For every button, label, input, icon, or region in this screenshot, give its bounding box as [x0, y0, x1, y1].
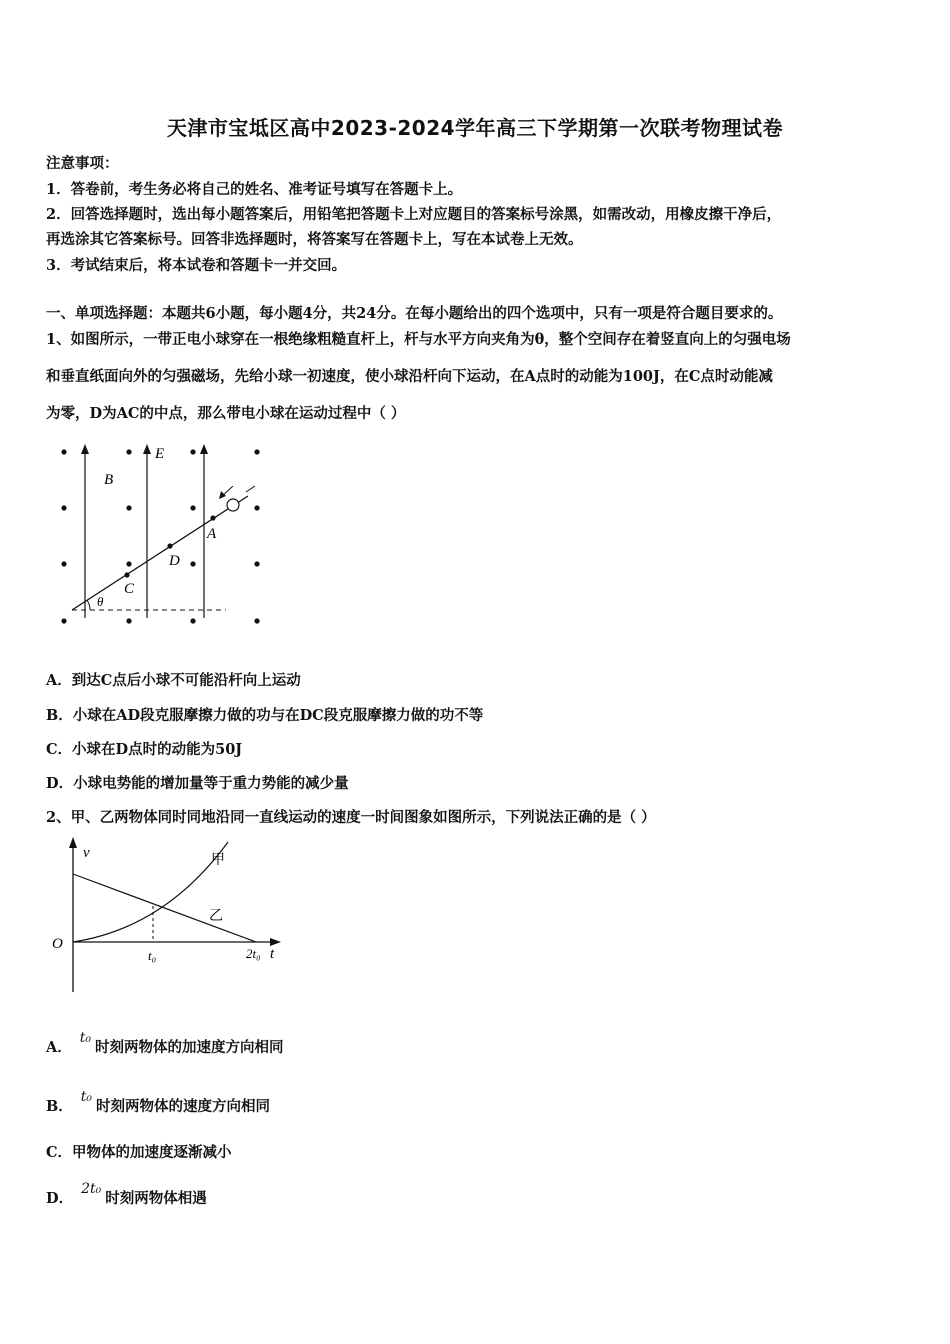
line-yi	[73, 874, 256, 942]
q2-option-a-label: A．	[46, 1039, 72, 1056]
notes-heading: 注意事项：	[46, 155, 119, 172]
q2-option-c-label: C．	[46, 1144, 73, 1161]
insulating-rod	[72, 496, 248, 610]
q2-option-b-label: B．	[46, 1098, 73, 1115]
page-title: 天津市宝坻区高中2023-2024学年高三下学期第一次联考物理试卷	[166, 116, 784, 140]
q2-option-c[interactable]	[46, 1141, 232, 1162]
q2-option-a-math: t₀	[79, 1030, 92, 1046]
q2-option-b-text: 时刻两物体的速度方向相同	[96, 1098, 271, 1115]
q1-option-c[interactable]: C．小球在D点时的动能为50J	[46, 741, 243, 758]
q2-option-d[interactable]	[46, 1181, 207, 1208]
label-O: O	[52, 936, 63, 952]
charged-ball	[227, 499, 239, 511]
label-theta: θ	[97, 594, 104, 609]
q2-figure	[45, 834, 295, 999]
curve-jia	[73, 842, 228, 942]
note-2-cont: 再选涂其它答案标号。回答非选择题时，将答案写在答题卡上，写在本试卷上无效。	[46, 231, 583, 248]
point-A	[210, 515, 215, 520]
q2-option-c-text: 甲物体的加速度逐渐减小	[72, 1144, 232, 1161]
q2-option-b[interactable]	[46, 1089, 271, 1116]
q1-option-b[interactable]: B．小球在AD段克服摩擦力做的功与在DC段克服摩擦力做的功不等	[46, 707, 484, 724]
q1-option-d[interactable]: D．小球电势能的增加量等于重力势能的减少量	[46, 775, 349, 792]
label-yi: 乙	[209, 909, 223, 924]
field-arrowheads	[81, 444, 208, 454]
note-1: 1．答卷前，考生务必将自己的姓名、准考证号填写在答题卡上。	[46, 181, 463, 198]
q2-option-d-math: 2t₀	[81, 1181, 102, 1197]
label-A: A	[207, 526, 217, 542]
q2-option-d-label: D．	[46, 1190, 74, 1207]
electric-field-lines	[85, 450, 204, 618]
theta-arc	[87, 600, 90, 610]
q1-line-1: 1、如图所示，一带正电小球穿在一根绝缘粗糙直杆上，杆与水平方向夹角为θ，整个空间存在着竖直向上的匀强电场	[46, 331, 791, 348]
label-E: E	[155, 446, 165, 462]
label-v: v	[83, 845, 90, 861]
point-D	[167, 543, 172, 548]
q1-option-a[interactable]: A．到达C点后小球不可能沿杆向上运动	[46, 672, 301, 689]
q1-figure	[50, 438, 280, 638]
label-D: D	[169, 553, 180, 569]
q2-option-a-text: 时刻两物体的加速度方向相同	[95, 1039, 284, 1056]
point-C	[124, 572, 129, 577]
q2-option-b-math: t₀	[80, 1089, 93, 1105]
note-2: 2．回答选择题时，选出每小题答案后，用铅笔把答题卡上对应题目的答案标号涂黑，如需改动，用橡皮擦干净后，	[46, 206, 782, 223]
label-B: B	[104, 472, 114, 488]
label-C: C	[124, 581, 135, 597]
section-heading: 一、单项选择题：本题共6小题，每小题4分，共24分。在每小题给出的四个选项中，只有一项是符合题目要求的。	[46, 305, 783, 322]
q2-stem: 2、甲、乙两物体同时同地沿同一直线运动的速度一时间图象如图所示，下列说法正确的是（ ）	[46, 809, 656, 826]
label-t0: t₀	[148, 948, 157, 963]
label-jia: 甲	[211, 853, 225, 868]
q2-option-a[interactable]	[46, 1030, 284, 1057]
label-t: t	[270, 946, 275, 962]
note-3: 3．考试结束后，将本试卷和答题卡一并交回。	[46, 257, 347, 274]
label-2t0: 2t₀	[246, 946, 261, 961]
q1-line-3: 为零，D为AC的中点，那么带电小球在运动过程中（ ）	[46, 405, 406, 422]
q2-option-d-text: 时刻两物体相遇	[105, 1190, 207, 1207]
q1-line-2: 和垂直纸面向外的匀强磁场，先给小球一初速度，使小球沿杆向下运动，在A点时的动能为100J，在C点时动能减	[46, 368, 773, 385]
